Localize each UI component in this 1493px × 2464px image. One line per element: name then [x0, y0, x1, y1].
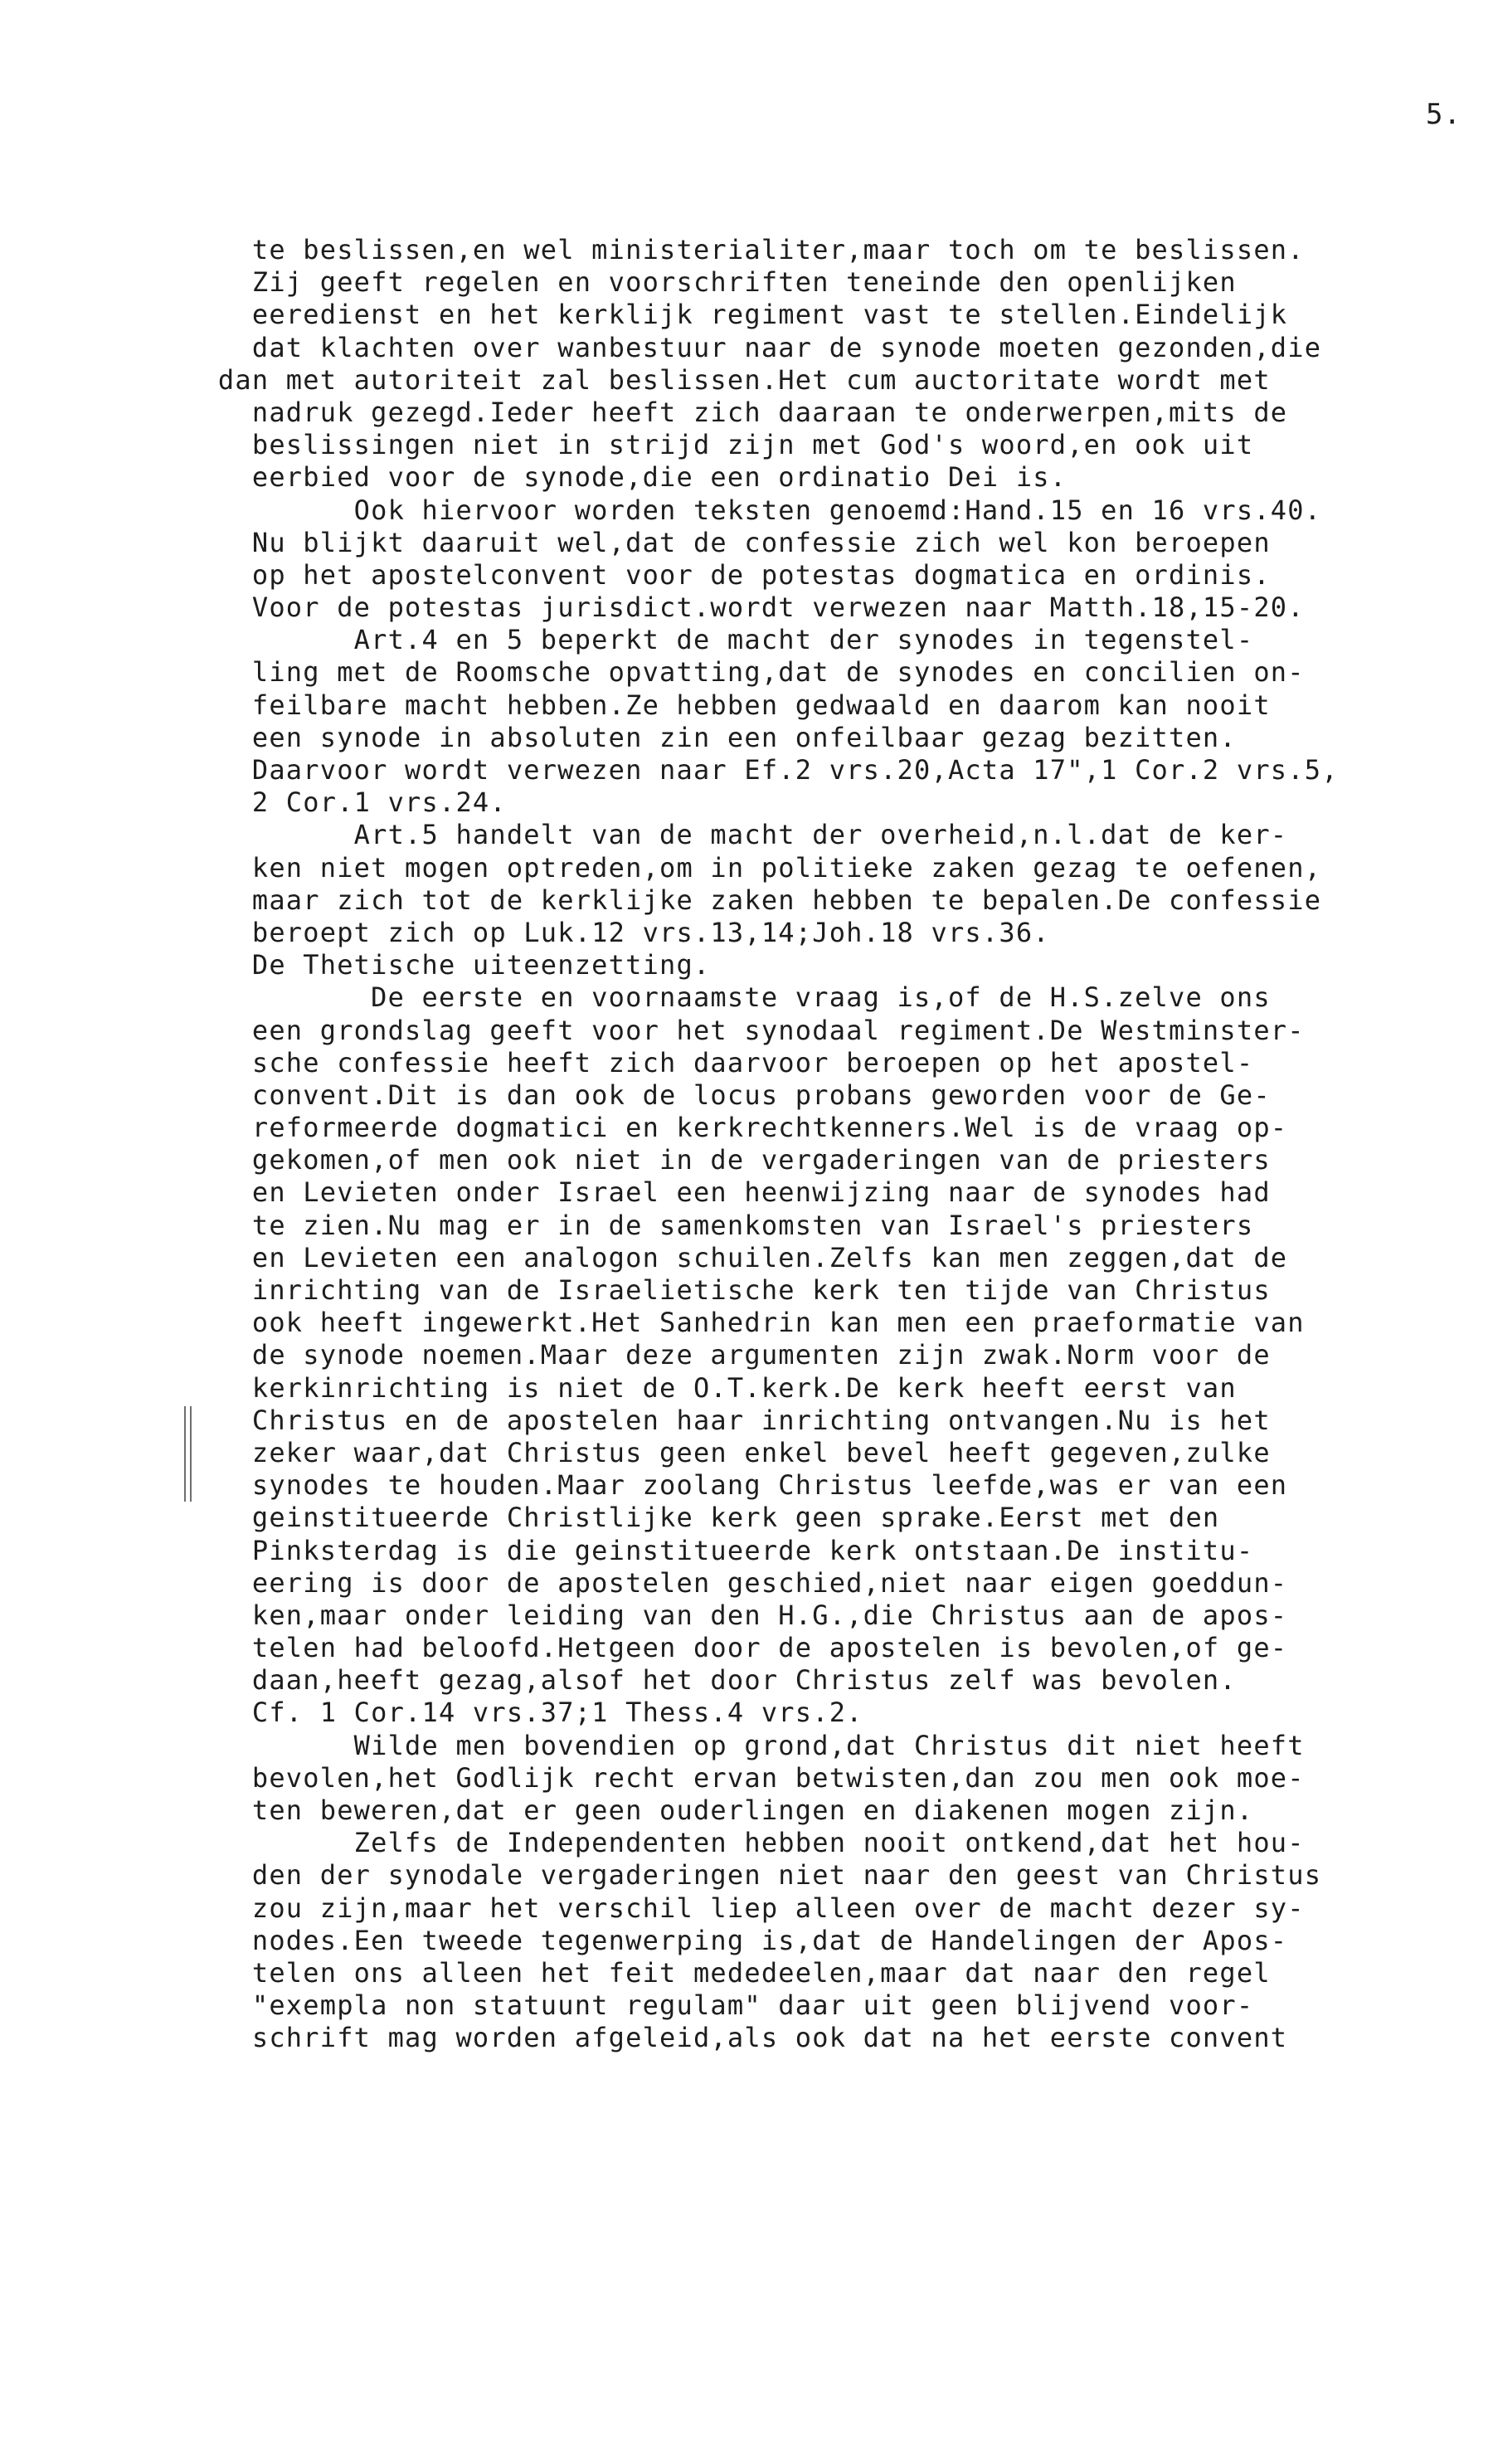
- text-line: zeker waar,dat Christus geen enkel bevel heeft gegeven,zulke: [184, 1436, 1271, 1468]
- text-line: ken niet mogen optreden,om in politieke zaken gezag te oefenen,: [184, 851, 1322, 884]
- text-line: dat klachten over wanbestuur naar de synode moeten gezonden,die: [184, 331, 1322, 363]
- text-line: Cf. 1 Cor.14 vrs.37;1 Thess.4 vrs.2.: [184, 1697, 863, 1729]
- text-line: Art.4 en 5 beperkt de macht der synodes in tegenstel-: [184, 624, 1254, 656]
- text-line: maar zich tot de kerklijke zaken hebben te bepalen.De confessie: [184, 884, 1322, 916]
- text-line: op het apostelconvent voor de potestas dogmatica en ordinis.: [184, 558, 1271, 591]
- text-line: te beslissen,en wel ministerialiter,maar toch om te beslissen.: [184, 234, 1305, 265]
- text-line: beslissingen niet in strijd zijn met God's woord,en ook uit: [184, 429, 1254, 461]
- text-line: zou zijn,maar het verschil liep alleen over de macht dezer sy-: [184, 1892, 1305, 1924]
- text-line: geinstitueerde Christlijke kerk geen sprake.Eerst met den: [184, 1502, 1220, 1534]
- text-line: Wilde men bovendien op grond,dat Christus dit niet heeft: [184, 1729, 1305, 1761]
- text-line: synodes te houden.Maar zoolang Christus leefde,was er van een: [184, 1469, 1288, 1502]
- text-line: feilbare macht hebben.Ze hebben gedwaald en daarom kan nooit: [184, 689, 1271, 721]
- text-line: 2 Cor.1 vrs.24.: [184, 786, 507, 819]
- text-line: de synode noemen.Maar deze argumenten zijn zwak.Norm voor de: [184, 1339, 1271, 1371]
- text-line: Pinksterdag is die geinstitueerde kerk ontstaan.De institu-: [184, 1534, 1254, 1566]
- text-line: Zelfs de Independenten hebben nooit ontkend,dat het hou-: [184, 1827, 1305, 1859]
- text-line: Nu blijkt daaruit wel,dat de confessie zich wel kon beroepen: [184, 526, 1271, 558]
- text-line: daan,heeft gezag,alsof het door Christus zelf was bevolen.: [184, 1664, 1237, 1697]
- text-line: "exempla non statuunt regulam" daar uit geen blijvend voor-: [184, 1989, 1254, 2022]
- page-number: 5.: [1426, 98, 1461, 131]
- text-line: gekomen,of men ook niet in de vergaderingen van de priesters: [184, 1144, 1271, 1176]
- text-line: convent.Dit is dan ook de locus probans geworden voor de Ge-: [184, 1079, 1271, 1111]
- text-line: nodes.Een tweede tegenwerping is,dat de Handelingen der Apos-: [184, 1924, 1288, 1956]
- text-line: dan met autoriteit zal beslissen.Het cum auctoritate wordt met: [184, 363, 1271, 396]
- text-line: eeredienst en het kerklijk regiment vast te stellen.Eindelijk: [184, 299, 1288, 331]
- text-line: Daarvoor wordt verwezen naar Ef.2 vrs.20,Acta 17",1 Cor.2 vrs.5,: [184, 754, 1339, 786]
- text-line: nadruk gezegd.Ieder heeft zich daaraan te onderwerpen,mits de: [184, 396, 1288, 428]
- text-line: beroept zich op Luk.12 vrs.13,14;Joh.18 vrs.36.: [184, 916, 1050, 948]
- text-line: een grondslag geeft voor het synodaal regiment.De Westminster-: [184, 1014, 1305, 1046]
- text-line: telen ons alleen het feit mededeelen,maar dat naar den regel: [184, 1956, 1271, 1989]
- typescript-body: [184, 234, 1428, 2055]
- text-line: Voor de potestas jurisdict.wordt verwezen naar Matth.18,15-20.: [184, 592, 1305, 624]
- text-line: ken,maar onder leiding van den H.G.,die Christus aan de apos-: [184, 1599, 1288, 1631]
- text-line: sche confessie heeft zich daarvoor beroepen op het apostel-: [184, 1046, 1254, 1079]
- text-line: een synode in absoluten zin een onfeilbaar gezag bezitten.: [184, 721, 1237, 753]
- text-line: ling met de Roomsche opvatting,dat de synodes en concilien on-: [184, 656, 1305, 689]
- text-line: De Thetische uiteenzetting.: [184, 949, 711, 981]
- text-line: den der synodale vergaderingen niet naar den geest van Christus: [184, 1859, 1322, 1892]
- text-line: inrichting van de Israelietische kerk ten tijde van Christus: [184, 1274, 1271, 1306]
- text-line: ten beweren,dat er geen ouderlingen en diakenen mogen zijn.: [184, 1794, 1254, 1826]
- text-line: reformeerde dogmatici en kerkrechtkenners.Wel is de vraag op-: [184, 1112, 1288, 1144]
- text-line: eerbied voor de synode,die een ordinatio Dei is.: [184, 461, 1067, 494]
- text-line: en Levieten een analogon schuilen.Zelfs kan men zeggen,dat de: [184, 1241, 1288, 1273]
- text-line: De eerste en voornaamste vraag is,of de H.S.zelve ons: [184, 981, 1271, 1014]
- text-line: bevolen,het Godlijk recht ervan betwisten,dan zou men ook moe-: [184, 1761, 1305, 1794]
- text-line: Zij geeft regelen en voorschriften teneinde den openlijken: [184, 266, 1237, 299]
- text-line: en Levieten onder Israel een heenwijzing naar de synodes had: [184, 1176, 1271, 1209]
- text-line: telen had beloofd.Hetgeen door de apostelen is bevolen,of ge-: [184, 1632, 1288, 1664]
- text-line: te zien.Nu mag er in de samenkomsten van Israel's priesters: [184, 1209, 1254, 1241]
- text-line: kerkinrichting is niet de O.T.kerk.De kerk heeft eerst van: [184, 1371, 1237, 1404]
- text-line: Art.5 handelt van de macht der overheid,n.l.dat de ker-: [184, 819, 1288, 851]
- text-line: schrift mag worden afgeleid,als ook dat na het eerste convent: [184, 2022, 1288, 2054]
- text-line: ook heeft ingewerkt.Het Sanhedrin kan men een praeformatie van: [184, 1307, 1305, 1339]
- text-line: Ook hiervoor worden teksten genoemd:Hand.15 en 16 vrs.40.: [184, 494, 1322, 526]
- text-line: eering is door de apostelen geschied,niet naar eigen goeddun-: [184, 1566, 1288, 1599]
- text-line: Christus en de apostelen haar inrichting ontvangen.Nu is het: [184, 1404, 1271, 1436]
